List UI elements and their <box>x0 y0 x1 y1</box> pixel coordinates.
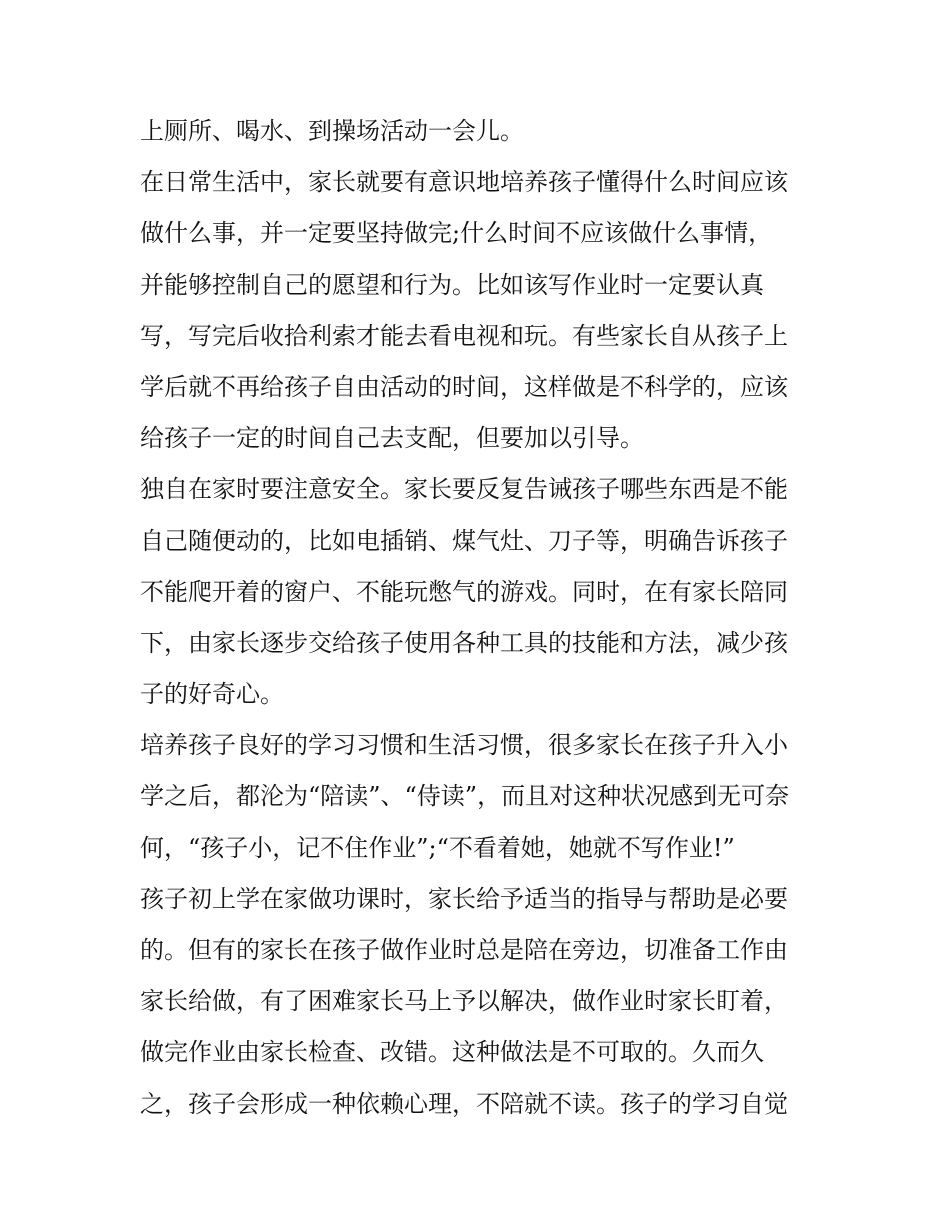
text-line: 之，孩子会形成一种依赖心理，不陪就不读。孩子的学习自觉 <box>140 1089 788 1118</box>
text-line: 学后就不再给孩子自由活动的时间，这样做是不科学的，应该 <box>140 372 788 401</box>
text-line: 的。但有的家长在孩子做作业时总是陪在旁边，切准备工作由 <box>140 936 788 964</box>
text-line: 不能爬开着的窗户、不能玩憋气的游戏。同时，在有家长陪同 <box>140 577 788 606</box>
text-line: 家长给做，有了困难家长马上予以解决，做作业时家长盯着， <box>140 987 788 1016</box>
text-line: 自己随便动的，比如电插销、煤气灶、刀子等，明确告诉孩子 <box>140 526 788 555</box>
text-line: 独自在家时要注意安全。家长要反复告诫孩子哪些东西是不能 <box>140 475 788 504</box>
text-line: 学之后，都沦为“陪读”、“侍读”，而且对这种状况感到无可奈 <box>140 782 790 811</box>
text-line: 孩子初上学在家做功课时，家长给予适当的指导与帮助是必要 <box>140 884 788 913</box>
text-line: 子的好奇心。 <box>140 680 284 709</box>
text-line: 做什么事，并一定要坚持做完;什么时间不应该做什么事情， <box>140 219 773 248</box>
text-line: 做完作业由家长检查、改错。这种做法是不可取的。久而久 <box>140 1038 764 1067</box>
text-line: 给孩子一定的时间自己去支配，但要加以引导。 <box>140 424 644 453</box>
text-line: 何，“孩子小，记不住作业”;“不看着她，她就不写作业!” <box>140 833 735 862</box>
text-line: 下，由家长逐步交给孩子使用各种工具的技能和方法，减少孩 <box>140 628 788 657</box>
text-line: 在日常生活中，家长就要有意识地培养孩子懂得什么时间应该 <box>140 168 788 197</box>
text-line: 培养孩子良好的学习习惯和生活习惯，很多家长在孩子升入小 <box>140 731 788 760</box>
document-body <box>140 106 820 1130</box>
text-line: 并能够控制自己的愿望和行为。比如该写作业时一定要认真 <box>140 270 764 299</box>
text-line: 上厕所、喝水、到操场活动一会儿。 <box>140 117 524 145</box>
text-line: 写，写完后收拾利索才能去看电视和玩。有些家长自从孩子上 <box>140 321 788 350</box>
